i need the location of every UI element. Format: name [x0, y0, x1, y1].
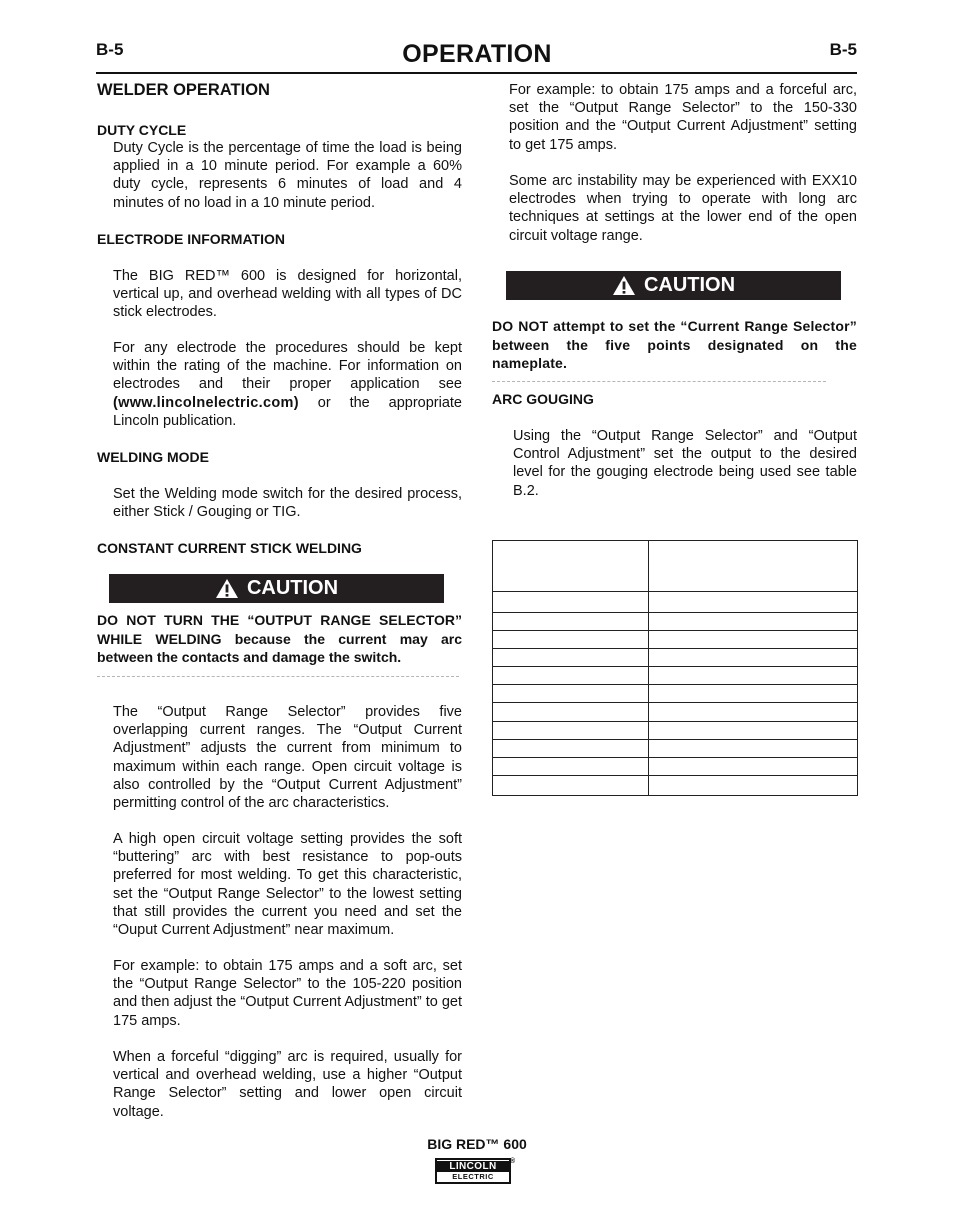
table-cell — [649, 722, 858, 740]
heading-constant-current-stick-welding: CONSTANT CURRENT STICK WELDING — [97, 540, 362, 556]
cc-stick-paragraph-3: For example: to obtain 175 amps and a soft arc, set the “Output Range Selector” to the 105-220 position and then adjust the “Output Current Adjustment” to get 175 amps. — [113, 958, 463, 1029]
electrode-p2-before: For any electrode the procedures should be kept within the rating of the machine. For information on electrodes and their proper application see — [113, 340, 462, 393]
cc-stick-paragraph-4: When a forceful “digging” arc is required, usually for vertical and overhead welding, use a higher “Output Range Selector” setting and lower open circuit voltage. — [113, 1049, 462, 1120]
table-row — [493, 740, 858, 758]
footer-product-name: BIG RED™ 600 — [427, 1136, 527, 1152]
table-cell — [493, 592, 649, 613]
caution-warning-text-right: DO NOT attempt to set the “Current Range Selector” between the five points designated on the nameplate. — [492, 318, 857, 371]
table-cell — [649, 758, 858, 776]
table-cell — [649, 685, 858, 703]
website-link[interactable]: (www.lincolnelectric.com) — [113, 394, 299, 411]
table-cell — [493, 667, 649, 685]
heading-arc-gouging: ARC GOUGING — [492, 391, 594, 407]
table-row — [493, 613, 858, 631]
table-cell — [649, 703, 858, 722]
table-row — [493, 685, 858, 703]
table-row — [493, 592, 858, 613]
table-row — [493, 758, 858, 776]
header-rule — [96, 72, 857, 74]
gouging-table — [492, 540, 858, 796]
table-row — [493, 667, 858, 685]
caution-label-left: CAUTION — [246, 577, 339, 599]
forceful-arc-example: For example: to obtain 175 amps and a forceful arc, set the “Output Range Selector” to the 150-330 position and the “Output Current Adjustment” setting to get 175 amps. — [509, 82, 857, 153]
heading-duty-cycle: DUTY CYCLE — [97, 122, 187, 138]
table-cell — [649, 592, 858, 613]
cc-stick-paragraph-2: A high open circuit voltage setting provides the soft “buttering” arc with best resistance to pop-outs preferred for most welding. To get this characteristic, set the “Output Range Selector” to the lowest setting that still provides the current you need and set the “Ouput Current Adjustment” near maximum. — [113, 831, 462, 939]
table-cell — [649, 631, 858, 649]
table-cell — [649, 667, 858, 685]
table-cell — [649, 649, 858, 667]
logo-text-top: LINCOLN — [437, 1161, 509, 1172]
arc-gouging-text: Using the “Output Range Selector” and “Output Control Adjustment” set the output to the desired level for the gouging electrode being used see table B.2. — [513, 428, 857, 499]
table-cell — [649, 541, 858, 592]
duty-cycle-text: Duty Cycle is the percentage of time the load is being applied in a 10 minute period. For example a 60% duty cycle, represents 6 minutes of load and 4 minutes of no load in a 10 minute period. — [113, 140, 462, 211]
table-row — [493, 631, 858, 649]
table-cell — [493, 703, 649, 722]
table-cell — [493, 631, 649, 649]
section-title-welder-operation: WELDER OPERATION — [97, 81, 270, 99]
page-title: OPERATION — [402, 40, 552, 68]
warning-triangle-icon — [215, 578, 239, 599]
dashed-separator-left — [97, 676, 459, 677]
table-cell — [493, 722, 649, 740]
table-cell — [493, 613, 649, 631]
caution-label-right: CAUTION — [643, 274, 736, 296]
table-cell — [493, 776, 649, 796]
lincoln-electric-logo — [435, 1158, 511, 1184]
arc-instability-note: Some arc instability may be experienced with EXX10 electrodes when trying to operate with long arc techniques at settings at the lower end of the open circuit voltage range. — [509, 173, 857, 244]
caution-warning-text-left: DO NOT TURN THE “OUTPUT RANGE SELECTOR” WHILE WELDING because the current may arc between the contacts and damage the switch. — [97, 612, 462, 665]
electrode-p2-after: or the appropriate Lincoln publication. — [113, 394, 463, 429]
page-number-right: B-5 — [829, 40, 857, 59]
electrode-paragraph-2 — [113, 339, 462, 430]
logo-registered-mark: ® — [510, 1158, 516, 1165]
table-header-row — [493, 541, 858, 592]
electrode-paragraph-1: The BIG RED™ 600 is designed for horizontal, vertical up, and overhead welding with all types of DC stick electrodes. — [113, 268, 462, 321]
table-row — [493, 703, 858, 722]
warning-triangle-icon — [612, 275, 636, 296]
welding-mode-text: Set the Welding mode switch for the desired process, either Stick / Gouging or TIG. — [113, 486, 462, 521]
heading-electrode-information: ELECTRODE INFORMATION — [97, 231, 285, 247]
table-cell — [493, 541, 649, 592]
caution-banner-right — [506, 271, 841, 300]
table-cell — [493, 740, 649, 758]
dashed-separator-right — [492, 381, 826, 382]
table-cell — [493, 685, 649, 703]
cc-stick-paragraph-1: The “Output Range Selector” provides five overlapping current ranges. The “Output Current Adjustment” adjusts the current from minimum to maximum within each range. Open circuit voltage is also controlled by the “Output Current Adjustment” permitting control of the arc characteristics. — [113, 704, 462, 812]
heading-welding-mode: WELDING MODE — [97, 449, 209, 465]
table-row — [493, 722, 858, 740]
table-row — [493, 776, 858, 796]
table-cell — [649, 613, 858, 631]
caution-banner-left — [109, 574, 444, 603]
page-number-left: B-5 — [96, 40, 124, 59]
logo-text-bottom: ELECTRIC — [452, 1172, 494, 1181]
table-cell — [493, 649, 649, 667]
table-cell — [649, 776, 858, 796]
table-cell — [649, 740, 858, 758]
table-cell — [493, 758, 649, 776]
table-row — [493, 649, 858, 667]
